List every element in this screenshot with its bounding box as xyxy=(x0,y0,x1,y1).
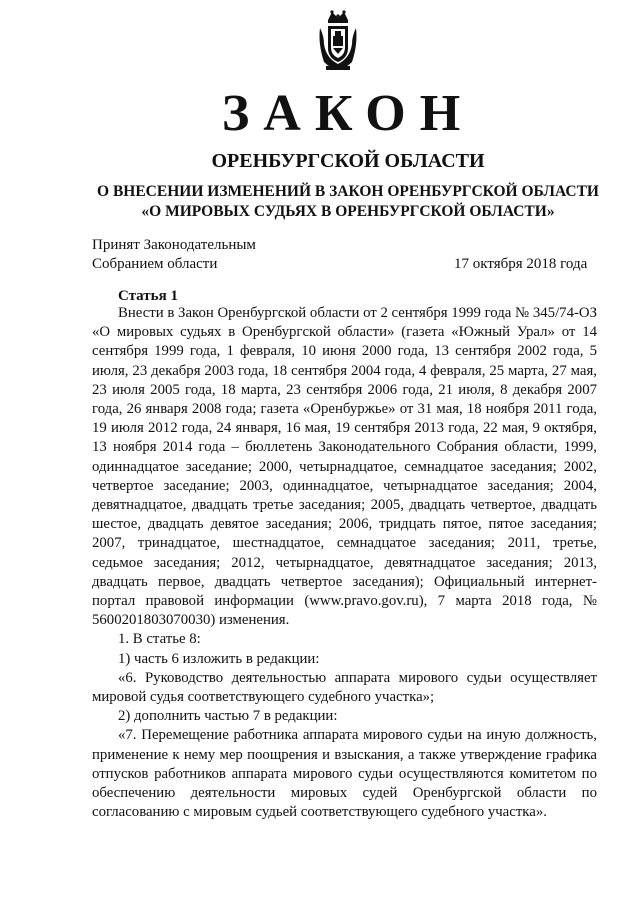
body-paragraph: 2) дополнить частью 7 в редакции: xyxy=(118,708,338,725)
body-paragraph: Внести в Закон Оренбургской области от 2 сентября 1999 года № 345/74-ОЗ «О мировых судьях в Оренбургской области» (газета «Южный Урал» от 14 сентября 1999 года, 1 февраля, 10 июня 2000 года, 13 сентября 2002 года, 5 июля, 23 декабря 2003 года, 18 сентября 2004 года, 4 февраля, 25 марта, 27 мая, 23 июля 2005 года, 18 марта, 23 сентября 2006 года, 21 июля, 8 декабря 2007 года, 26 января 2008 года; газета «Оренбуржье» от 31 мая, 18 ноября 2011 года, 19 июля 2012 года, 24 января, 16 мая, 19 сентября 2013 года, 22 мая, 9 октября, 13 ноября 2014 года – бюллетень Законодательного Собрания области, 1999, одиннадцатое заседание; 2000, четырнадцатое, семнадцатое заседания; 2002, четвертое заседание; 2003, одиннадцатое, четырнадцатое заседания; 2004, девятнадцатое, двадцать третье заседания; 2005, двадцать четвертое, двадцать шестое, двадцать девятое заседания; 2006, тридцать пятое, пятое заседания; 2007, тринадцатое, шестнадцатое, семнадцатое заседания; 2011, третье, седьмое заседания; 2012, четырнадцатое, девятнадцатое заседания; 2013, двадцать первое, двадцать четвертое заседания); Официальный интернет-портал правовой информации (www.pravo.gov.ru), 7 марта 2018 года, № 5600201803070030) изменения. xyxy=(92,305,597,629)
region-title: ОРЕНБУРГСКОЙ ОБЛАСТИ xyxy=(211,150,485,172)
adoption-info xyxy=(92,236,256,274)
law-subject-line: О ВНЕСЕНИИ ИЗМЕНЕНИЙ В ЗАКОН ОРЕНБУРГСКОЙ ОБЛАСТИ xyxy=(97,183,599,200)
coat-of-arms-icon xyxy=(316,10,360,72)
article-heading: Статья 1 xyxy=(118,288,178,304)
adoption-line: Собранием области xyxy=(92,256,218,272)
article-body xyxy=(92,304,597,822)
law-title: ЗАКОН xyxy=(221,85,475,142)
body-paragraph: «6. Руководство деятельностью аппарата мирового судьи осуществляет мировой судья соответствующего судебного участка»; xyxy=(92,669,597,706)
body-paragraph: 1) часть 6 изложить в редакции: xyxy=(118,650,320,667)
body-paragraph: 1. В статье 8: xyxy=(118,631,201,648)
adoption-line: Принят Законодательным xyxy=(92,237,256,253)
law-subject-line: «О МИРОВЫХ СУДЬЯХ В ОРЕНБУРГСКОЙ ОБЛАСТИ» xyxy=(141,203,555,220)
law-subject xyxy=(0,182,640,222)
adoption-date: 17 октября 2018 года xyxy=(454,256,588,272)
body-paragraph: «7. Перемещение работника аппарата мирового судьи на иную должность, применение к нему мер поощрения и взыскания, а также утверждение графика отпусков работников аппарата мирового судьи осуществляются комитетом по обеспечению деятельности мировых судей Оренбургской области по согласованию с мировым судьей соответствующего судебного участка». xyxy=(92,727,597,821)
